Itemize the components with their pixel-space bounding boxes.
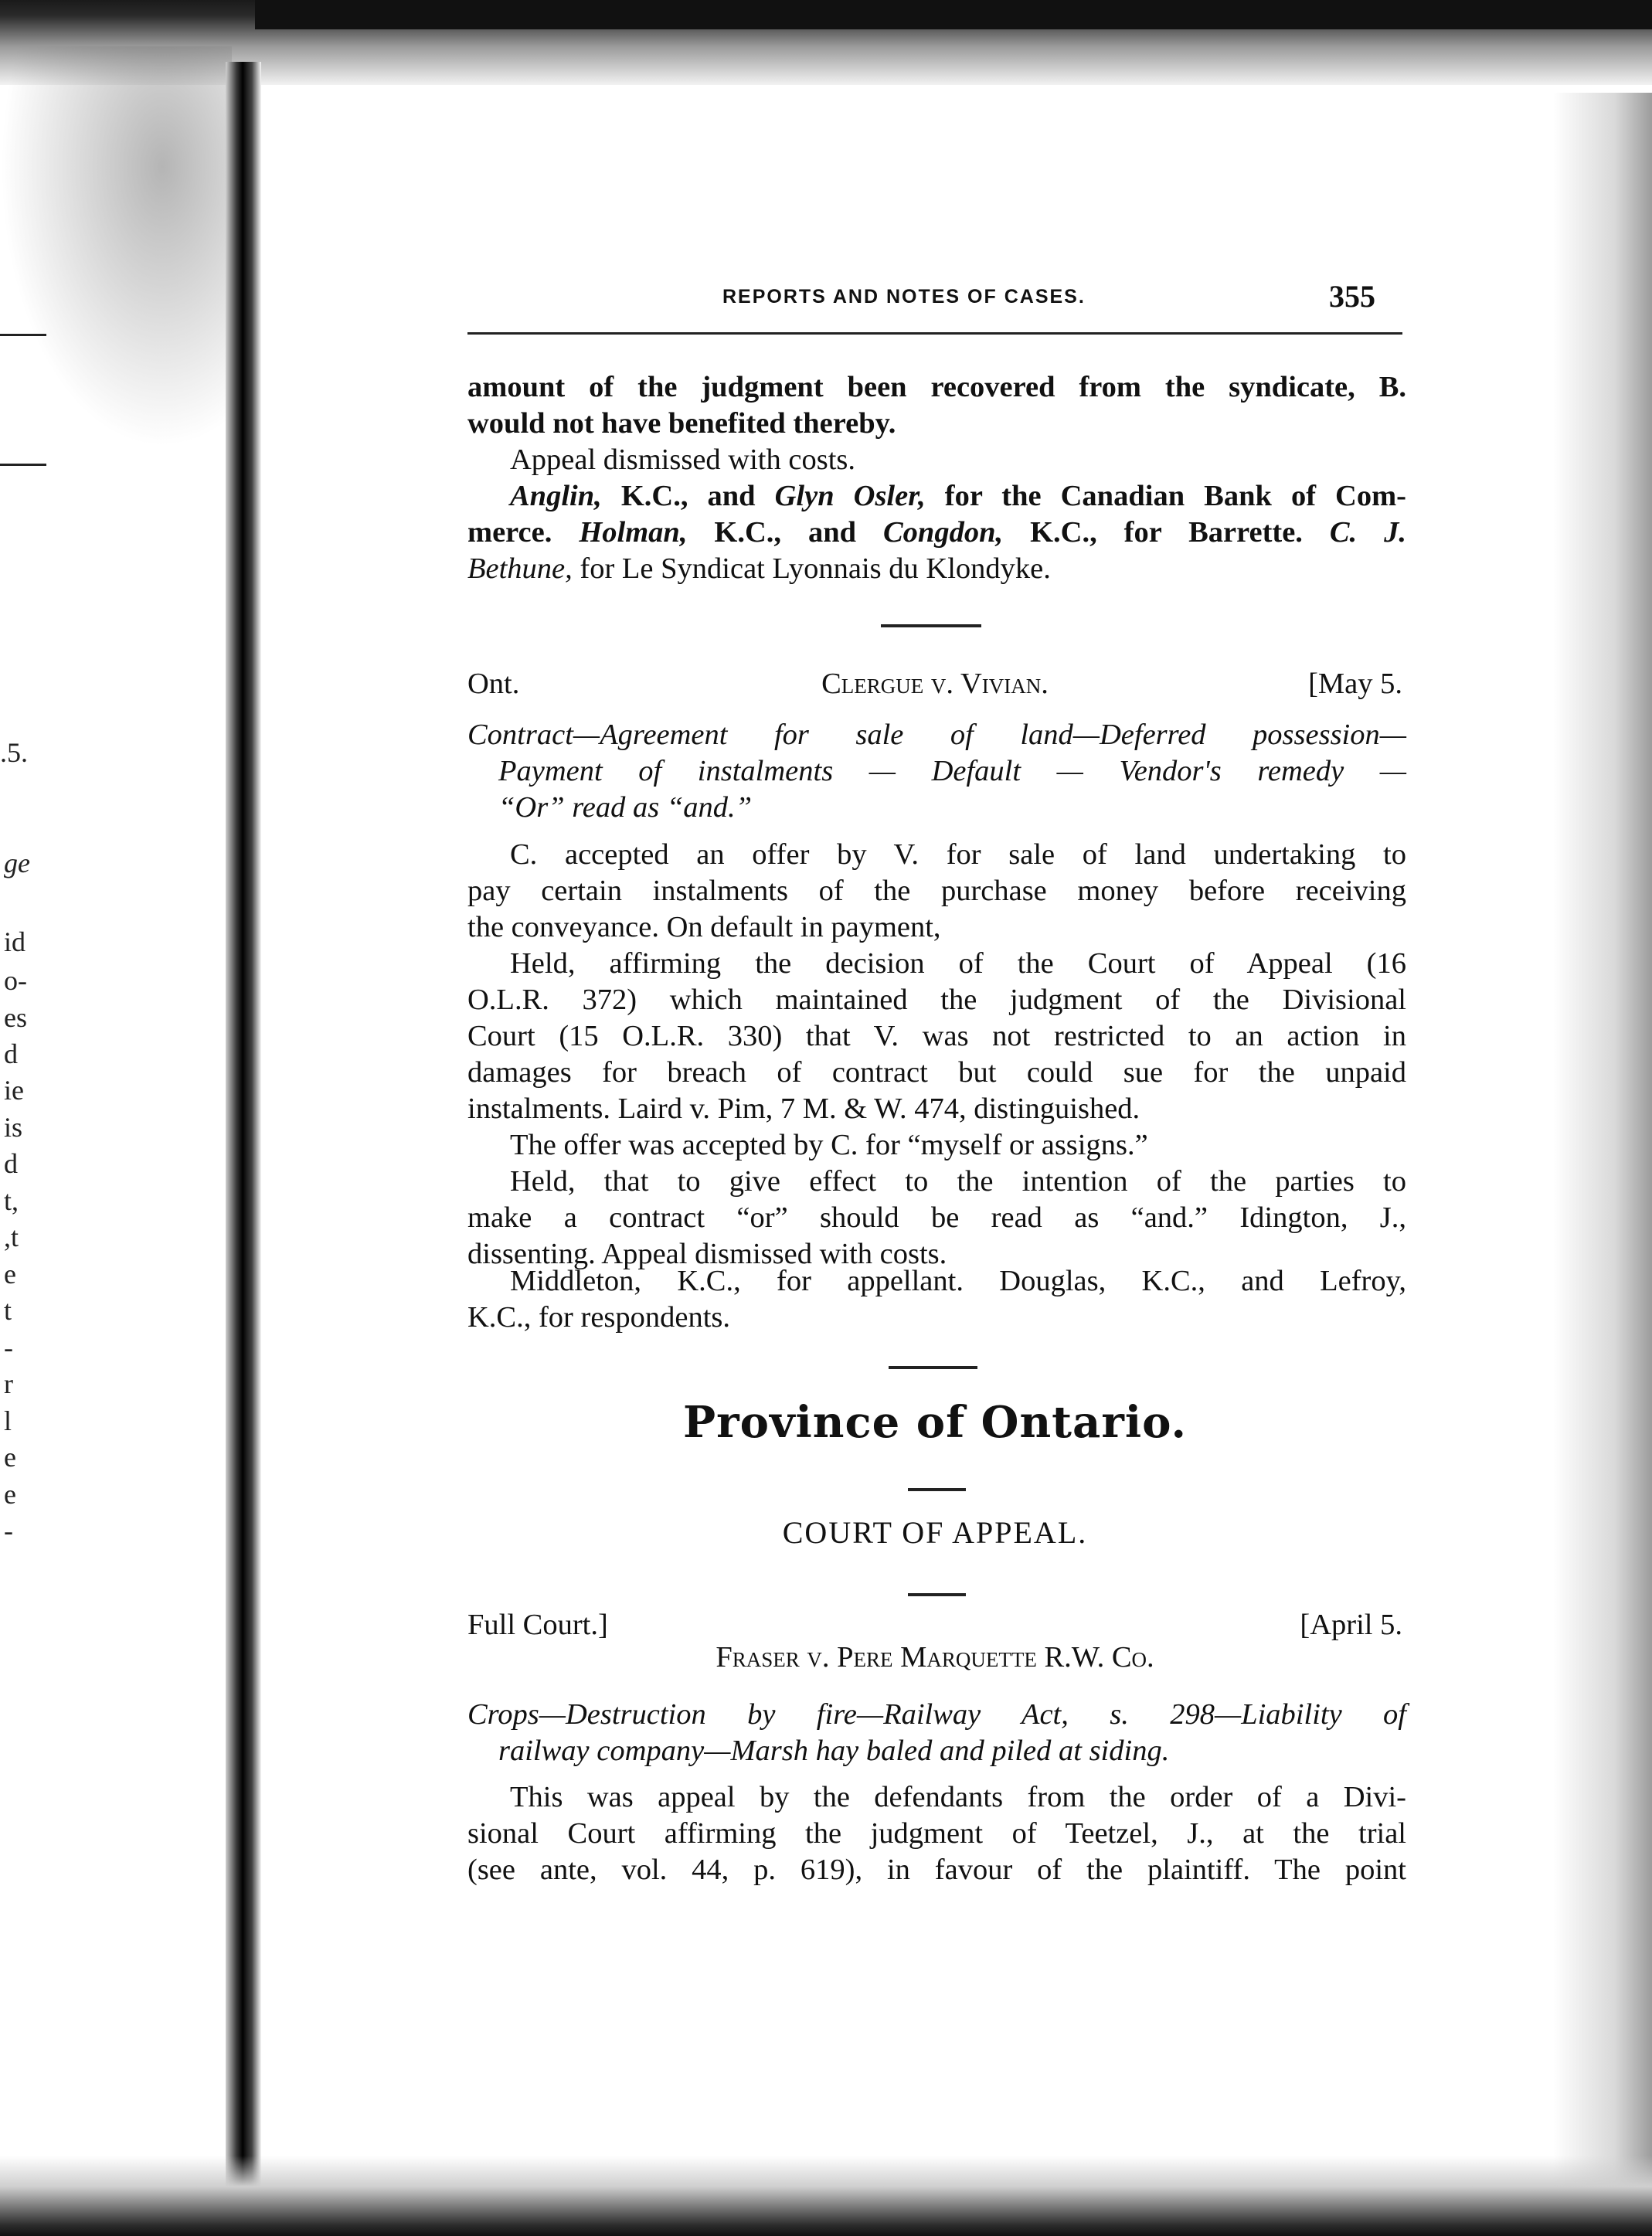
text-line: The offer was accepted by C. for “myself or assigns.” [510,1129,1148,1161]
section-rule [908,1488,966,1491]
headnote [467,717,1406,826]
continuation-paragraph [467,369,1406,442]
text-run: K.C., for Barrette. [1003,516,1330,549]
margin-fragment: ie [4,1075,24,1106]
text-line: Held, affirming the decision of the Court of Appeal (16 [510,947,1406,980]
text-line [467,515,1406,551]
scan-right-edge [1553,93,1652,2236]
case-heading [467,1607,1402,1643]
province-heading: Province of Ontario. [683,1397,1187,1448]
margin-fragment: t [4,1295,12,1326]
scan-top-shadow [255,0,1652,29]
counsel-name: Anglin, [510,480,602,512]
text-run: for the Canadian Bank of Com- [925,480,1407,512]
margin-fragment: d [4,1038,18,1069]
text-line: amount of the judgment been recovered from the syndicate, B. [467,371,1406,403]
running-head: REPORTS AND NOTES OF CASES. [722,286,1086,308]
text-run: merce. [467,516,580,549]
margin-fragment: t, [4,1185,19,1216]
text-line: pay certain instalments of the purchase money before receiving [467,875,1406,907]
text-line: Contract—Agreement for sale of land—Deferred possession— [467,719,1406,751]
text-line [467,478,1406,515]
held-paragraph [467,946,1406,1127]
margin-fragment: is [4,1112,23,1143]
province-label: Ont. [467,668,520,700]
page-number: 355 [1329,279,1375,314]
margin-fragment: .5. [0,737,28,768]
case-title: Fraser v. Pere Marquette R.W. Co. [716,1641,1154,1674]
margin-fragment: ge [4,848,30,878]
section-rule [889,1366,977,1369]
margin-fragment: e [4,1479,16,1510]
text-line: sional Court affirming the judgment of Teetzel, J., at the trial [467,1817,1406,1850]
counsel-name: Glyn Osler, [774,480,926,512]
text-line: (see ante, vol. 44, p. 619), in favour of the plaintiff. The point [467,1854,1406,1886]
court-label: Full Court.] [467,1609,608,1641]
text-line: the conveyance. On default in payment, [467,911,941,943]
case-title-row [467,1640,1402,1676]
counsel-name: C. J. [1329,516,1407,549]
text-line: Court (15 O.L.R. 330) that V. was not restricted to an action in [467,1020,1406,1052]
disposition [467,442,1406,478]
margin-rule [0,464,46,466]
court-heading: COURT OF APPEAL. [782,1515,1088,1550]
margin-fragment: e [4,1442,16,1473]
margin-fragment: ,t [4,1222,19,1252]
case-date: [April 5. [1300,1609,1402,1641]
offer-paragraph [467,1127,1406,1164]
text-line: damages for breach of contract but could sue for the unpaid [467,1056,1406,1089]
section-rule [908,1593,966,1596]
text-line: “Or” read as “and.” [498,791,753,824]
counsel-name: Bethune, [467,552,573,585]
text-line: Crops—Destruction by fire—Railway Act, s. 298—Liability of [467,1698,1406,1731]
text-line: instalments. Laird v. Pim, 7 M. & W. 474, distinguished. [467,1093,1140,1125]
text-line: Middleton, K.C., for appellant. Douglas, K.C., and Lefroy, [510,1265,1406,1297]
text-line: make a contract “or” should be read as “and.” Idington, J., [467,1201,1406,1234]
counsel-paragraph [467,1263,1406,1336]
text-line: C. accepted an offer by V. for sale of land undertaking to [510,838,1406,871]
header-rule [467,332,1402,335]
text-run: K.C., and [687,516,883,549]
margin-fragment: - [4,1332,13,1363]
margin-fragment: e [4,1259,16,1290]
margin-fragment: o- [4,965,27,996]
book-binding-shadow [226,62,261,2236]
margin-fragment: d [4,1148,18,1179]
case-heading [467,666,1402,702]
held-paragraph-2 [467,1164,1406,1273]
text-line: K.C., for respondents. [467,1301,731,1334]
text-line: Held, that to give effect to the intention of the parties to [510,1165,1406,1198]
text-line: Appeal dismissed with costs. [510,443,855,476]
headnote [467,1697,1406,1769]
case-title: Clergue v. Vivian. [821,668,1049,700]
body-paragraph [467,1779,1406,1888]
text-run: K.C., and [601,480,775,512]
text-line: railway company—Marsh hay baled and piled at siding. [498,1735,1170,1767]
margin-fragment: l [4,1405,12,1436]
margin-rule [0,334,46,336]
counsel-paragraph [467,478,1406,587]
text-line [467,551,1406,587]
margin-fragment: - [4,1515,13,1546]
margin-fragment: es [4,1002,27,1033]
counsel-name: Congdon, [883,516,1004,549]
text-run: for Le Syndicat Lyonnais du Klondyke. [572,552,1051,585]
section-rule [881,624,981,627]
margin-fragment: id [4,926,26,957]
text-line: dissenting. Appeal dismissed with costs. [467,1238,947,1270]
scan-stain [0,46,232,448]
margin-fragment: r [4,1368,13,1399]
facts-paragraph [467,837,1406,946]
text-line: would not have benefited thereby. [467,407,896,440]
scan-bottom-edge [0,2156,1652,2236]
counsel-name: Holman, [579,516,688,549]
text-line: O.L.R. 372) which maintained the judgment of the Divisional [467,984,1406,1016]
case-date: [May 5. [1308,668,1402,700]
text-line: This was appeal by the defendants from the order of a Divi- [510,1781,1406,1813]
text-line: Payment of instalments — Default — Vendor's remedy — [498,755,1406,787]
